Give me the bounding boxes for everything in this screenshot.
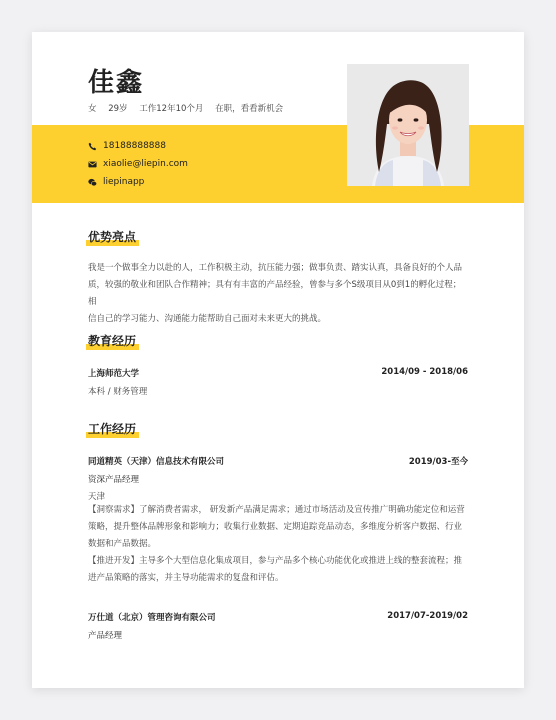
job-status: 在职，看看新机会	[215, 104, 284, 114]
wechat-contact	[88, 177, 144, 187]
strengths-text	[88, 260, 468, 328]
job-row	[88, 611, 468, 623]
education-row	[88, 367, 468, 379]
resume-page	[32, 32, 524, 688]
job-period: 2019/03-至今	[408, 457, 468, 467]
education-period: 2014/09 - 2018/06	[381, 367, 468, 377]
education-heading: 教育经历	[88, 332, 136, 349]
work-experience: 工作12年10个月	[139, 104, 204, 114]
strengths-line: 信自己的学习能力、沟通能力能帮助自己面对未来更大的挑战。	[88, 314, 327, 324]
company-name: 同道精英（天津）信息技术有限公司	[88, 457, 225, 467]
email-address: xiaolie@liepin.com	[103, 159, 188, 169]
wechat-icon	[88, 178, 97, 187]
phone-icon	[88, 142, 97, 151]
school-name: 上海师范大学	[88, 369, 140, 379]
strengths-line: 质，较强的敬业和团队合作精神；具有有丰富的产品经验，曾参与多个S级项目从0到1的孵化过程；相	[88, 280, 462, 307]
job-description-line: 策略，提升整体品牌形象和影响力；收集行业数据、定期追踪竞品动态，多维度分析客户数据、行业	[88, 522, 463, 532]
email-contact	[88, 159, 188, 169]
work-heading: 工作经历	[88, 420, 136, 437]
age: 29岁	[108, 104, 128, 114]
wechat-id: liepinapp	[103, 177, 145, 187]
candidate-name: 佳鑫	[88, 68, 145, 98]
job-description-line: 数据和产品数据。	[88, 539, 157, 549]
job-description-line: 进产品策略的落实，并主导功能需求的复盘和评估。	[88, 573, 284, 583]
phone-number: 18188888888	[103, 141, 166, 151]
education-degree: 本科 / 财务管理	[88, 387, 148, 397]
profile-meta	[88, 102, 292, 114]
job-position: 产品经理	[88, 631, 123, 641]
mail-icon	[88, 160, 97, 169]
job-description-line: 【洞察需求】了解消费者需求， 研发新产品满足需求；通过市场活动及宣传推广明确功能定位和运营	[88, 505, 465, 515]
profile-photo	[347, 64, 469, 186]
job-description-line: 【推进开发】主导多个大型信息化集成项目，参与产品多个核心功能优化或推进上线的整套流程；推	[88, 556, 463, 566]
company-name: 万仕道（北京）管理咨询有限公司	[88, 613, 216, 623]
strengths-line: 我是一个做事全力以赴的人，工作积极主动，抗压能力强；做事负责、踏实认真，具备良好的个人品	[88, 263, 463, 273]
job-period: 2017/07-2019/02	[387, 611, 468, 621]
job-row	[88, 455, 468, 467]
avatar	[347, 64, 469, 186]
job-position: 资深产品经理	[88, 475, 140, 485]
gender: 女	[88, 104, 97, 114]
job-location: 天津	[88, 492, 106, 502]
job-description	[88, 502, 468, 587]
strengths-heading: 优势亮点	[88, 228, 136, 245]
phone-contact	[88, 141, 166, 151]
